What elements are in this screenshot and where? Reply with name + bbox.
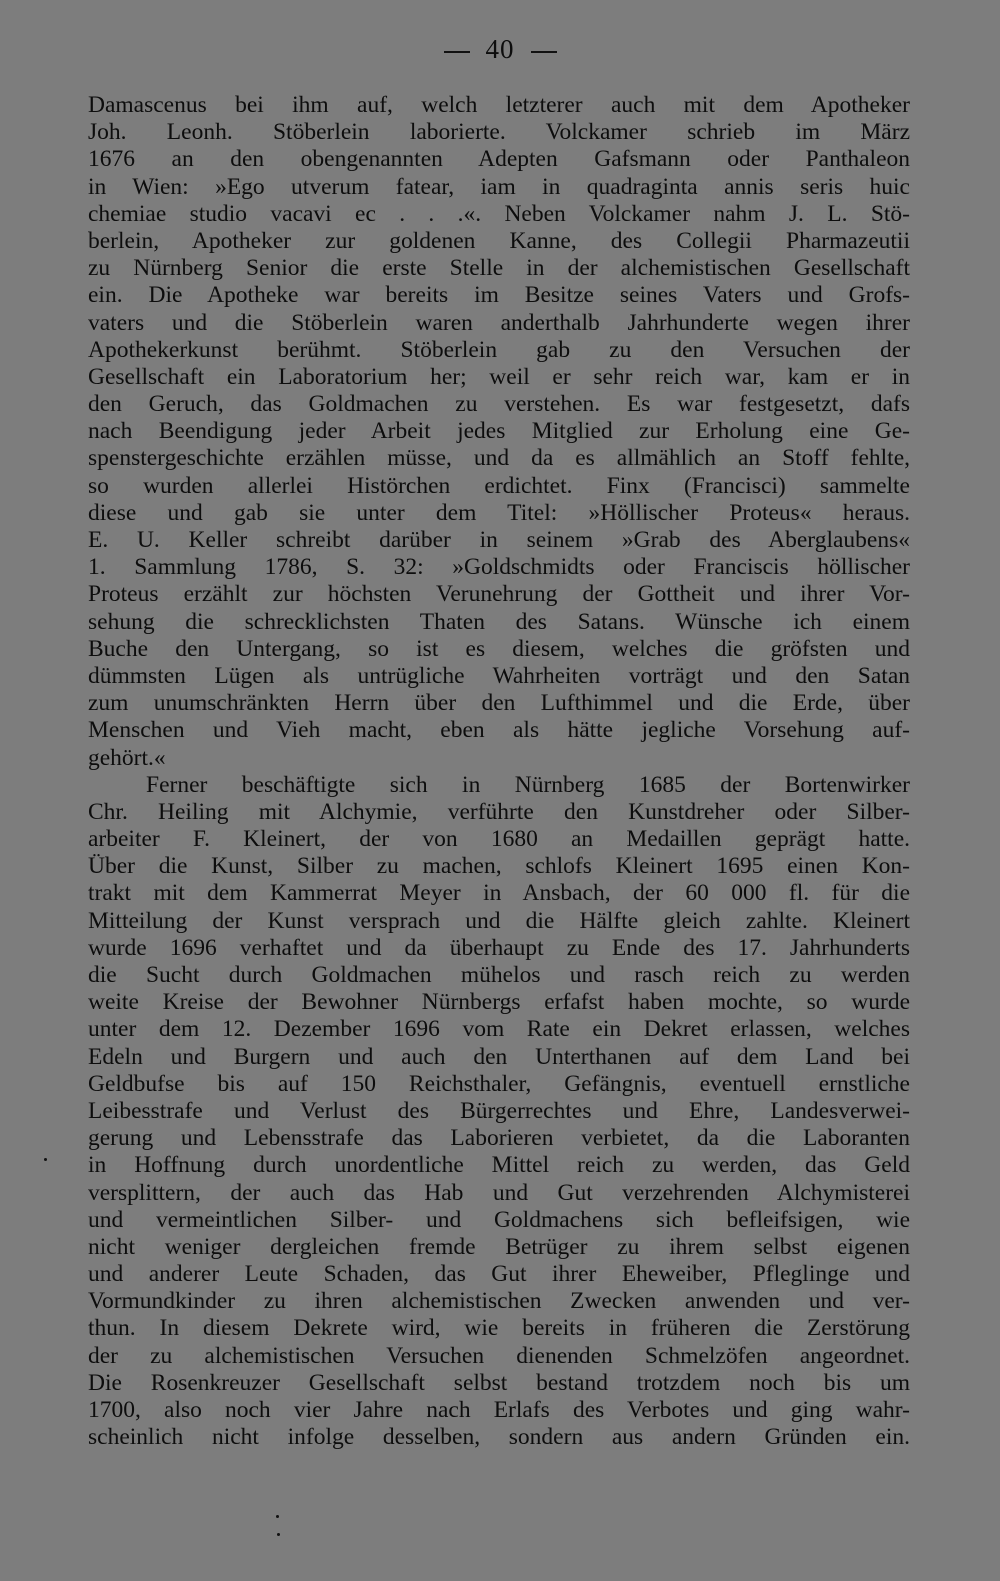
- text-line: scheinlich nicht infolge desselben, sondern aus andern Gründen ein.: [88, 1424, 910, 1451]
- text-body: [88, 92, 910, 1479]
- text-line: nach Beendigung jeder Arbeit jedes Mitglied zur Erholung eine Ge-: [88, 418, 910, 445]
- text-line: versplittern, der auch das Hab und Gut verzehrenden Alchymisterei: [88, 1179, 910, 1206]
- text-line-paragraph-start: Ferner beschäftigte sich in Nürnberg 1685 der Bortenwirker: [146, 771, 910, 798]
- text-line: Gesellschaft ein Laboratorium her; weil er sehr reich war, kam er in: [88, 363, 910, 390]
- text-line: thun. In diesem Dekrete wird, wie bereits in früheren die Zerstörung: [88, 1315, 910, 1342]
- text-line: spenstergeschichte erzählen müsse, und da es allmählich an Stoff fehlte,: [88, 445, 910, 472]
- text-line: gerung und Lebensstrafe das Laborieren verbietet, da die Laboranten: [88, 1125, 910, 1152]
- text-line: Proteus erzählt zur höchsten Verunehrung der Gottheit und ihrer Vor-: [88, 581, 910, 608]
- text-line: Leibesstrafe und Verlust des Bürgerrechtes und Ehre, Landesverwei-: [88, 1097, 910, 1124]
- text-line: 1676 an den obengenannten Adepten Gafsmann oder Panthaleon: [88, 146, 910, 173]
- scan-speck: [277, 1533, 280, 1536]
- page-number-header: [0, 34, 1000, 64]
- text-line: Joh. Leonh. Stöberlein laborierte. Volckamer schrieb im März: [88, 119, 910, 146]
- text-line: vaters und die Stöberlein waren anderthalb Jahrhunderte wegen ihrer: [88, 309, 910, 336]
- text-line: sehung die schrecklichsten Thaten des Satans. Wünsche ich einem: [88, 608, 910, 635]
- text-line: zum unumschränkten Herrn über den Lufthimmel und die Erde, über: [88, 690, 910, 717]
- scan-speck: [44, 1158, 47, 1161]
- text-line: Vormundkinder zu ihren alchemistischen Zwecken anwenden und ver-: [88, 1288, 910, 1315]
- right-dash: [531, 51, 557, 53]
- text-line: Mitteilung der Kunst versprach und die Hälfte gleich zahlte. Kleinert: [88, 907, 910, 934]
- text-line: Geldbufse bis auf 150 Reichsthaler, Gefängnis, eventuell ernstliche: [88, 1070, 910, 1097]
- text-line: in Wien: »Ego utverum fatear, iam in quadraginta annis seris huic: [88, 173, 910, 200]
- text-line: und vermeintlichen Silber- und Goldmachens sich befleifsigen, wie: [88, 1206, 910, 1233]
- text-line: wurde 1696 verhaftet und da überhaupt zu Ende des 17. Jahrhunderts: [88, 934, 910, 961]
- page-number: 40: [485, 34, 515, 64]
- scan-speck: [276, 1515, 279, 1518]
- text-line: die Sucht durch Goldmachen mühelos und rasch reich zu werden: [88, 962, 910, 988]
- text-line: in Hoffnung durch unordentliche Mittel reich zu werden, das Geld: [88, 1152, 910, 1179]
- text-line: berlein, Apotheker zur goldenen Kanne, des Collegii Pharmazeutii: [88, 227, 910, 254]
- text-line: weite Kreise der Bewohner Nürnbergs erfafst haben mochte, so wurde: [88, 989, 910, 1016]
- text-line: 1. Sammlung 1786, S. 32: »Goldschmidts oder Franciscis höllischer: [88, 554, 910, 581]
- text-line: 1700, also noch vier Jahre nach Erlafs des Verbotes und ging wahr-: [88, 1397, 910, 1423]
- text-line: Chr. Heiling mit Alchymie, verführte den Kunstdreher oder Silber-: [88, 798, 910, 825]
- text-line: zu Nürnberg Senior die erste Stelle in der alchemistischen Gesellschaft: [88, 255, 910, 282]
- text-line: Die Rosenkreuzer Gesellschaft selbst bestand trotzdem noch bis um: [88, 1369, 910, 1396]
- text-line: diese und gab sie unter dem Titel: »Höllischer Proteus« heraus.: [88, 499, 910, 526]
- text-line-paragraph-end: [88, 1451, 910, 1478]
- text-line: und anderer Leute Schaden, das Gut ihrer Eheweiber, Pfleglinge und: [88, 1261, 910, 1288]
- text-line: so wurden allerlei Histörchen erdichtet. Finx (Francisci) sammelte: [88, 472, 910, 499]
- text-line-paragraph-end: gehört.«: [88, 744, 166, 771]
- text-line: Apothekerkunst berühmt. Stöberlein gab zu den Versuchen der: [88, 336, 910, 363]
- text-line: E. U. Keller schreibt darüber in seinem »Grab des Aberglaubens«: [88, 527, 910, 553]
- text-line: trakt mit dem Kammerrat Meyer in Ansbach, der 60 000 fl. für die: [88, 880, 910, 907]
- text-line: Über die Kunst, Silber zu machen, schlofs Kleinert 1695 einen Kon-: [88, 853, 910, 880]
- text-line: nicht weniger dergleichen fremde Betrüger zu ihrem selbst eigenen: [88, 1233, 910, 1260]
- text-line: Buche den Untergang, so ist es diesem, welches die gröfsten und: [88, 635, 910, 662]
- text-line: Menschen und Vieh macht, eben als hätte jegliche Vorsehung auf-: [88, 717, 910, 744]
- text-line: ein. Die Apotheke war bereits im Besitze seines Vaters und Grofs-: [88, 282, 910, 309]
- text-line: arbeiter F. Kleinert, der von 1680 an Medaillen geprägt hatte.: [88, 826, 910, 853]
- text-line: chemiae studio vacavi ec . . .«. Neben Volckamer nahm J. L. Stö-: [88, 200, 910, 227]
- left-dash: [444, 51, 470, 53]
- text-line: den Geruch, das Goldmachen zu verstehen. Es war festgesetzt, dafs: [88, 391, 910, 418]
- text-line: dümmsten Lügen als untrügliche Wahrheiten vorträgt und den Satan: [88, 662, 910, 689]
- text-line: Damascenus bei ihm auf, welch letzterer auch mit dem Apotheker: [88, 92, 910, 118]
- text-line: der zu alchemistischen Versuchen dienenden Schmelzöfen angeordnet.: [88, 1342, 910, 1369]
- text-line: Edeln und Burgern und auch den Unterthanen auf dem Land bei: [88, 1043, 910, 1070]
- text-line: unter dem 12. Dezember 1696 vom Rate ein Dekret erlassen, welches: [88, 1016, 910, 1043]
